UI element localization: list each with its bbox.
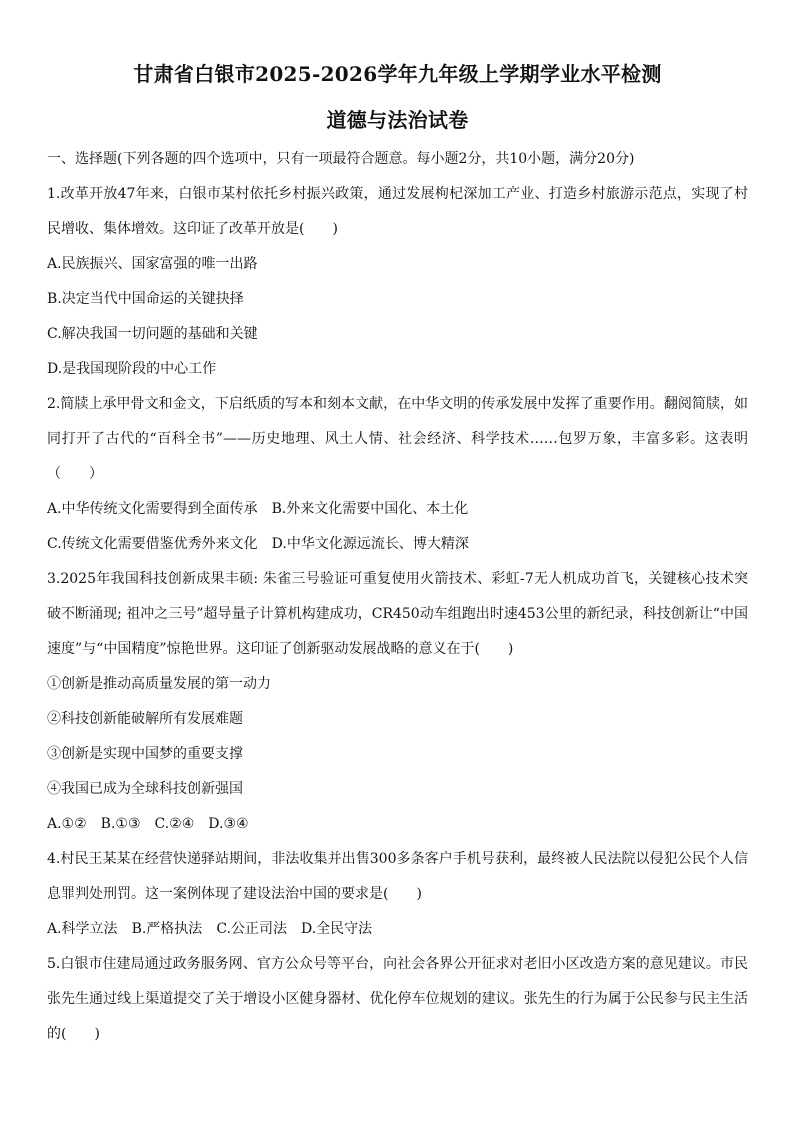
option-a: A.民族振兴、国家富强的唯一出路 [47,256,258,272]
option-b: B.外来文化需要中国化、本土化 [271,501,469,517]
option-row [47,492,748,527]
question-3 [47,562,748,842]
option-c: C.解决我国一切问题的基础和关键 [47,326,258,342]
question-stem: 2.简牍上承甲骨文和金文，下启纸质的写本和刻本文献，在中华文明的传承发展中发挥了重要作用。翻阅简牍，如同打开了古代的“百科全书”——历史地理、风土人情、社会经济、科学技术……包罗万象，丰富多彩。这表明（ ） [47,396,748,482]
question-stem: 4.村民王某某在经营快递驿站期间，非法收集并出售300多条客户手机号获利，最终被人民法院以侵犯公民个人信息罪判处刑罚。这一案例体现了建设法治中国的要求是( ) [47,851,748,902]
option-d: D.③④ [208,816,249,832]
section-heading: 一、选择题(下列各题的四个选项中，只有一项最符合题意。每小题2分，共10小题，满分20分) [47,151,635,167]
option-row [47,527,748,562]
question-5 [47,947,748,1052]
question-stem: 3.2025年我国科技创新成果丰硕: 朱雀三号验证可重复使用火箭技术、彩虹-7无人机成功首飞，关键核心技术突破不断涌现; 祖冲之三号”超导量子计算机构建成功，CR450动车组跑出时速453公里的新纪录，科技创新让“中国速度”与“中国精度”惊艳世界。这印证了创新驱动发展战略的意义在于( ) [47,571,748,657]
statement-1: ①创新是推动高质量发展的第一动力 [47,676,271,692]
option-d: D.全民守法 [300,921,373,937]
option-c: C.公正司法 [216,921,287,937]
option-row [47,807,748,842]
question-2 [47,387,748,562]
statement-3: ③创新是实现中国梦的重要支撑 [47,746,243,762]
option-d: D.中华文化源远流长、博大精深 [271,536,469,552]
option-b: B.严格执法 [131,921,203,937]
option-a: A.科学立法 [47,921,118,937]
question-stem: 5.白银市住建局通过政务服务网、官方公众号等平台，向社会各界公开征求对老旧小区改造方案的意见建议。市民张先生通过线上渠道提交了关于增设小区健身器材、优化停车位规划的建议。张先生的行为属于公民参与民主生活的( ) [47,956,748,1042]
option-a: A.中华传统文化需要得到全面传承 [47,501,258,517]
statement-4: ④我国已成为全球科技创新强国 [47,781,243,797]
statement-2: ②科技创新能破解所有发展难题 [47,711,243,727]
option-row [47,912,748,947]
exam-title: 甘肃省白银市2025-2026学年九年级上学期学业水平检测 [133,62,662,86]
question-4 [47,842,748,947]
option-c: C.传统文化需要借鉴优秀外来文化 [47,536,258,552]
option-b: B.决定当代中国命运的关键抉择 [47,291,244,307]
option-c: C.②④ [154,816,195,832]
option-d: D.是我国现阶段的中心工作 [47,361,217,377]
option-b: B.①③ [100,816,141,832]
exam-subject: 道德与法治试卷 [326,108,469,132]
question-stem: 1.改革开放47年来，白银市某村依托乡村振兴政策，通过发展枸杞深加工产业、打造乡村旅游示范点，实现了村民增收、集体增效。这印证了改革开放是( ) [47,186,748,237]
option-a: A.①② [47,816,87,832]
question-1 [47,177,748,387]
